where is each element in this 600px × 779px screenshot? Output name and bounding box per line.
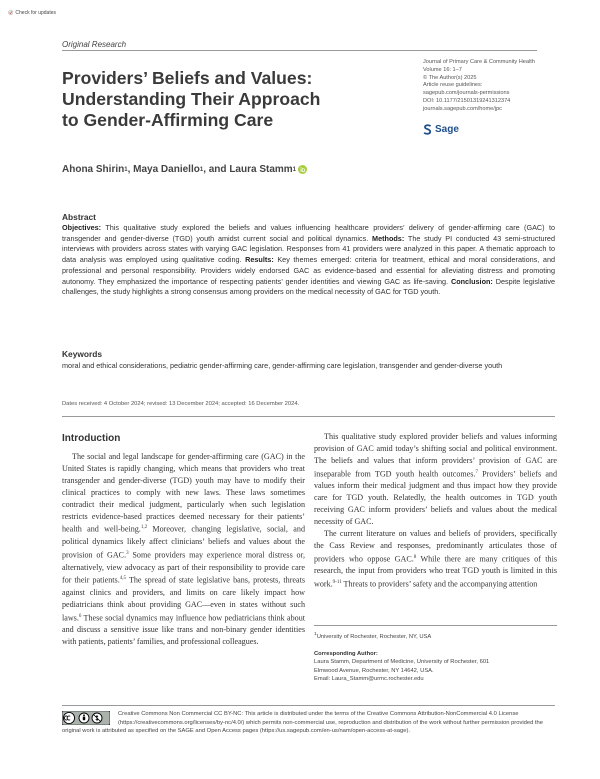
affiliation-marker: 1 (199, 166, 204, 173)
journal-info (423, 59, 583, 114)
doi-link[interactable]: DOI: 10.1177/21501319241312374 (423, 97, 511, 104)
author-name: Ahona Shirin (62, 164, 125, 175)
cc-by-nc-icon[interactable] (62, 711, 110, 725)
journal-volume: Volume 16: 1–7 (423, 66, 462, 73)
journal-copyright: © The Author(s) 2025 (423, 74, 477, 81)
license-notice (62, 710, 557, 736)
affiliation-note (314, 631, 557, 642)
body-column-left (62, 451, 305, 648)
body-text: These social dynamics may influence how pediatricians think about and discuss a sensitive issue like trans and non-binary gender identities with patients, patients’ families, and professional colleagues. (62, 613, 305, 647)
citation-link[interactable]: 3 (126, 550, 129, 556)
keywords-section (62, 349, 555, 372)
journal-name: Journal of Primary Care & Community Health (423, 59, 535, 65)
corresponding-author-heading: Corresponding Author: (314, 650, 378, 657)
license-text: Creative Commons Non Commercial CC BY-NC: This article is distributed under the terms of the Creative Commons Attribution-NonCommercial 4.0 License (https://creativecommons.org/licenses/by-nc/4.0/) which permits non-commercial use, reproduction and distribution of the work without further permission provided the original work is attributed as specified on the SAGE and Open Access pages (https://us.sagepub.com/en-us/nam/open-access-at-sage). (62, 711, 543, 734)
reuse-guidelines-label: Article reuse guidelines: (423, 82, 483, 89)
header-divider (62, 50, 537, 51)
corresponding-address-line: Laura Stamm, Department of Medicine, University of Rochester, 601 (314, 659, 490, 666)
corresponding-address-line: Elmwood Avenue, Rochester, NY 14642, USA. (314, 667, 434, 674)
body-text: The current literature on values and beliefs of providers, specifically the Cass Review and responses, predominantly articulates those of providers who oppose GAC. (314, 528, 557, 564)
body-text: The social and legal landscape for gender-affirming care (GAC) in the United States is rapidly changing, which means that providers who treat transgender and gender-diverse (TGD) youth may have to modify their clinical practices to comply with new laws. These laws sometimes contradict their medical judgment, particularly when such legislation restricts evidence-based practices deemed necessary for their patients’ health and well-being. (62, 452, 305, 535)
affiliation-marker: 1 (292, 166, 297, 173)
keywords-text: moral and ethical considerations, pediatric gender-affirming care, gender-affirming care legislation, transgender and gender-diverse youth (62, 361, 503, 370)
citation-link[interactable]: 7 (475, 469, 478, 475)
author-separator: , and (203, 164, 230, 175)
body-text: While there are many critiques of this research, the input from providers who treat TGD youth is limited in this work. (314, 554, 558, 589)
body-paragraph (314, 431, 557, 528)
abstract-heading: Abstract (62, 212, 96, 222)
affiliation-marker: 1 (124, 166, 128, 173)
body-text: Providers’ beliefs and values inform their medical judgment and thus impact how they provide care for TGD youth. Relatedly, the health outcomes in TGD youth receiving GAC inform providers’ beliefs and values about the medical necessity of GAC. (314, 469, 557, 527)
body-text: Some providers may experience moral distress or, alternatively, view advocacy as part of their responsibility to provide care for their patients. (62, 550, 305, 586)
citation-link[interactable]: 8 (413, 554, 417, 560)
citation-link[interactable]: 4,5 (119, 576, 126, 582)
title-line: to Gender-Affirming Care (62, 109, 274, 130)
author-separator: , (127, 164, 134, 175)
publisher-name: Sage (435, 124, 459, 135)
introduction-heading: Introduction (62, 433, 121, 444)
author-name: Maya Daniello (133, 164, 200, 175)
author-list (62, 164, 307, 175)
updates-icon (8, 8, 13, 17)
body-text: This qualitative study explored provider beliefs and values informing provision of GAC amid today’s shifting social and political environment. The beliefs and values that inform providers’ provision of GAC are inseparable from TGD youth health outcomes. (314, 432, 557, 479)
journal-home-link[interactable]: journals.sagepub.com/home/jpc (423, 105, 502, 112)
citation-link[interactable]: 1,2 (140, 525, 148, 531)
abstract-text (62, 223, 555, 298)
methods-text: The study PI conducted 43 semi-structured interviews with providers across states with varying GAC legislation. Responses from 41 providers were analyzed in this paper. A thematic approach to data analysis was employed using qualitative coding. (62, 233, 555, 265)
conclusion-text: Despite legislative challenges, the study highlights a strong consensus among providers on the medical necessity of GAC for TGD youth. (62, 276, 555, 297)
results-text: Key themes emerged: criteria for treatment, ethical and moral considerations, and professional and personal responsibility. Providers widely endorsed GAC as evidence-based and essential for alleviating distress and promoting autonomy. They emphasized the importance of respecting patients’ gender identities and viewing GAC as life-saving. (62, 255, 556, 286)
conclusion-label: Conclusion: (450, 276, 493, 286)
body-text: Moreover, changing legislative, social, and political dynamics likely affect clinicians’ beliefs and values about the provision of GAC. (62, 525, 305, 560)
abstract-section (62, 212, 555, 298)
objectives-label: Objectives: (62, 223, 102, 232)
citation-link[interactable]: 9-11 (332, 580, 342, 586)
footnote-divider (314, 625, 557, 626)
affiliation-text: University of Rochester, Rochester, NY, USA (316, 633, 432, 640)
title-line: Understanding Their Approach (62, 88, 321, 109)
author-name: Laura Stamm (229, 164, 293, 175)
objectives-text: This qualitative study explored the beliefs and values influencing healthcare providers’ delivery of gender-affirming care (GAC) to transgender and gender-diverse (TGD) youth amidst current social and political dynamics. (62, 223, 555, 243)
footnotes (314, 631, 557, 684)
title-line: Providers’ Beliefs and Values: (62, 68, 313, 88)
article-dates: Dates received: 4 October 2024; revised: 13 December 2024; accepted: 16 December 2024. (62, 401, 300, 407)
check-for-updates-badge[interactable] (8, 8, 56, 17)
keywords-heading: Keywords (62, 349, 103, 359)
results-label: Results: (245, 255, 274, 265)
body-paragraph (62, 451, 305, 648)
affiliation-marker: 1 (314, 632, 317, 637)
body-text: Threats to providers’ safety and the accompanying attention (341, 579, 538, 589)
license-divider (62, 705, 555, 706)
sage-logo-icon (423, 124, 432, 135)
citation-link[interactable]: 6 (78, 613, 82, 619)
body-paragraph (314, 528, 557, 591)
body-column-right (314, 431, 557, 591)
publisher-logo (423, 124, 459, 135)
article-title (62, 68, 392, 130)
body-text: The spread of state legislative bans, protests, threats against clinics and providers, and limits on care likely impact how pediatricians think about providing GAC—even in states without such laws. (62, 576, 305, 623)
methods-label: Methods: (372, 233, 405, 243)
corresponding-email[interactable]: Email: Laura_Stamm@urmc.rochester.edu (314, 676, 424, 683)
permissions-link[interactable]: sagepub.com/journals-permissions (423, 90, 510, 97)
article-type: Original Research (62, 40, 127, 49)
updates-label: Check for updates (15, 9, 56, 16)
section-divider (62, 416, 555, 417)
orcid-icon[interactable] (298, 165, 307, 174)
